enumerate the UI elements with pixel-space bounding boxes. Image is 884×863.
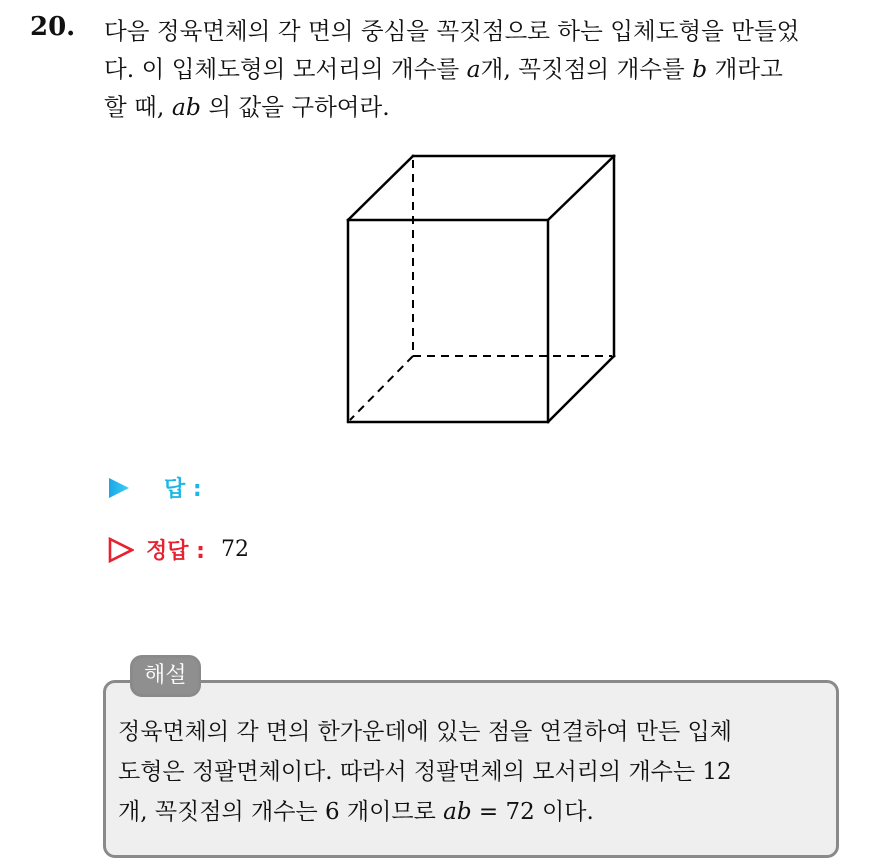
explanation-line-1: 정육면체의 각 면의 한가운데에 있는 점을 연결하여 만든 입체 — [118, 719, 732, 745]
cube-bottom-right-edge — [548, 356, 614, 422]
correct-answer-label: 정답 : — [146, 539, 205, 564]
question-line-2-part-1: 다. 이 입체도형의 모서리의 개수를 — [104, 55, 467, 83]
explanation-variable-ab: ab — [443, 799, 472, 825]
variable-ab: ab — [171, 93, 201, 121]
explanation-text — [118, 712, 828, 832]
answer-row — [108, 472, 202, 503]
explanation-tag: 해설 — [130, 655, 201, 697]
question-number: 20. — [30, 12, 76, 42]
filled-triangle-icon — [108, 477, 130, 499]
question-line-3 — [104, 88, 864, 126]
question-line-2 — [104, 50, 864, 88]
explanation-line-3 — [118, 792, 828, 832]
explanation-line-3-part-2: = 72 이다. — [471, 799, 594, 825]
correct-answer-row — [108, 534, 249, 565]
question-line-2-part-2: 개, 꼭짓점의 개수를 — [480, 55, 693, 83]
cube-hidden-bottom-left-edge — [350, 356, 413, 420]
explanation-line-2: 도형은 정팔면체이다. 따라서 정팔면체의 모서리의 개수는 12 — [118, 759, 732, 785]
correct-answer-value: 72 — [220, 537, 249, 562]
question-line-3-part-1: 할 때, — [104, 93, 172, 121]
variable-b: b — [692, 55, 708, 83]
question-text — [104, 12, 864, 126]
explanation-line-3-part-1: 개, 꼭짓점의 개수는 6 개이므로 — [118, 799, 444, 825]
variable-a: a — [466, 55, 481, 83]
question-line-1: 다음 정육면체의 각 면의 중심을 꼭짓점으로 하는 입체도형을 만들었 — [104, 17, 800, 45]
question-line-3-part-2: 의 값을 구하여라. — [200, 93, 390, 121]
outline-triangle-icon — [108, 537, 134, 563]
cube-figure — [340, 150, 630, 440]
cube-top-right-edge — [548, 156, 614, 220]
question-line-2-part-3: 개라고 — [707, 55, 783, 83]
answer-label: 답 : — [164, 477, 202, 502]
cube-top-left-edge — [348, 156, 413, 220]
